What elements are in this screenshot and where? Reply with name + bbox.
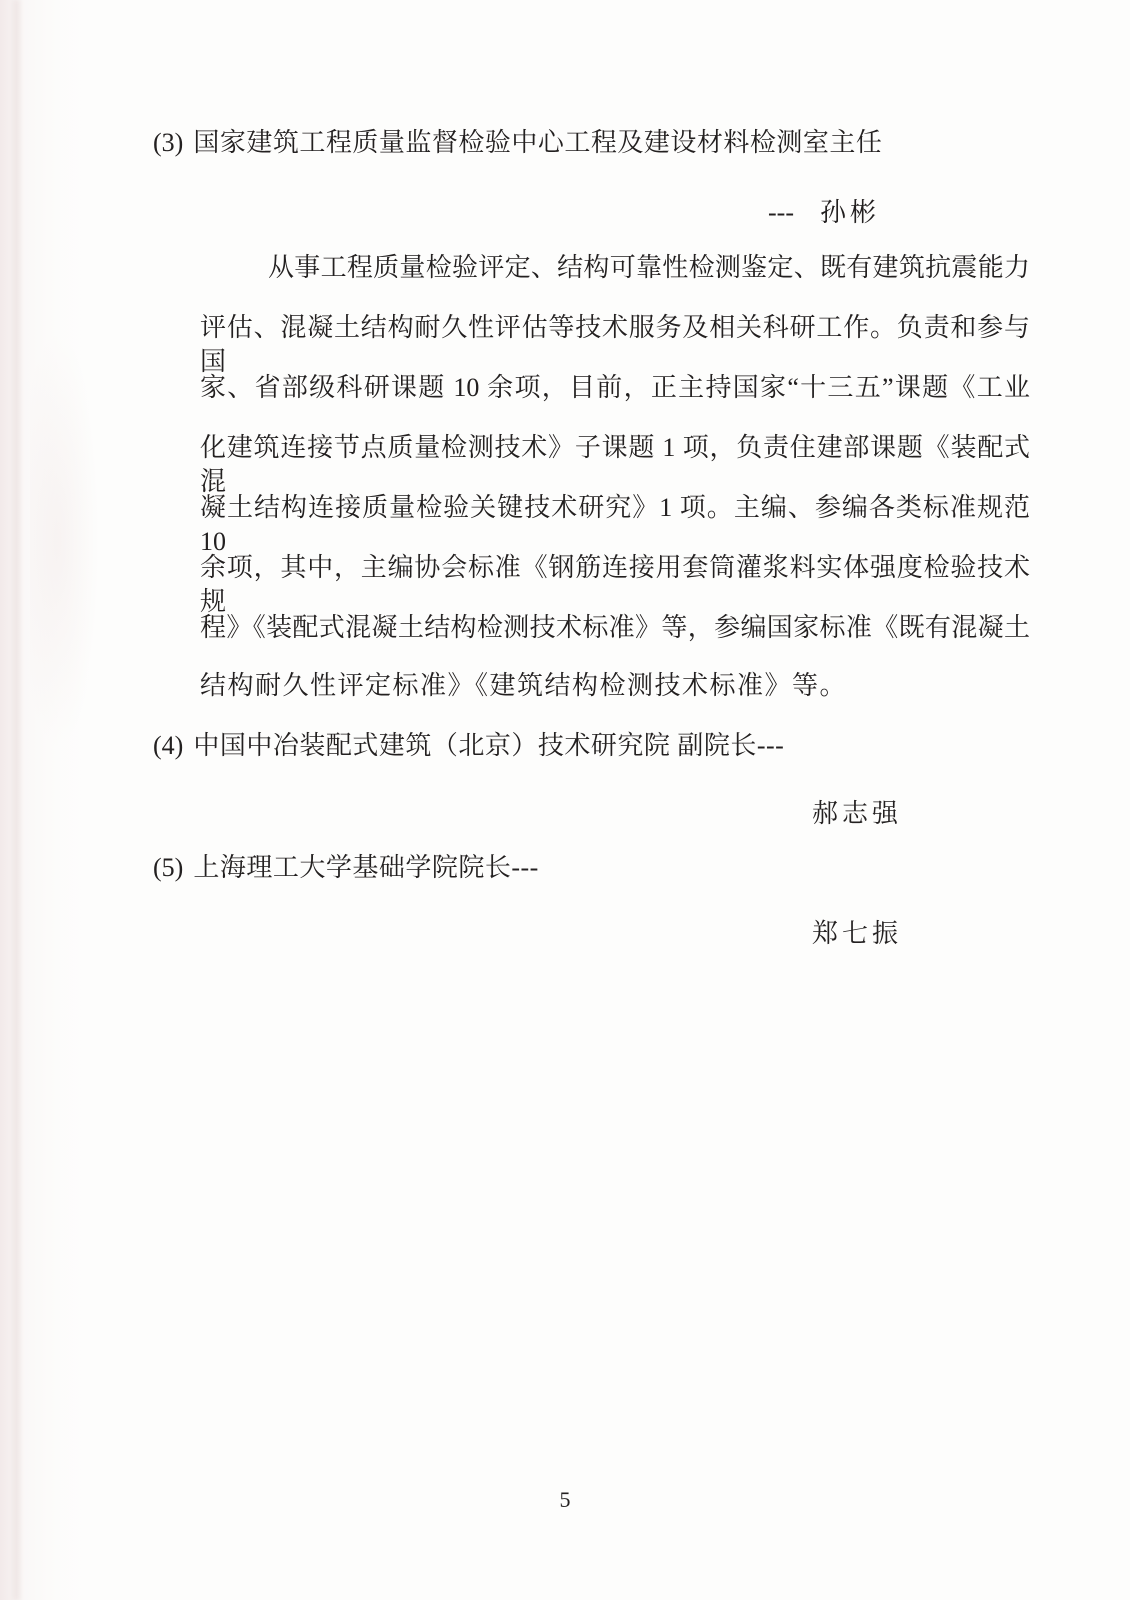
page-number: 5	[559, 1487, 571, 1512]
list-item-4-heading	[153, 729, 784, 763]
item-5-title: 上海理工大学基础学院院长---	[193, 853, 539, 882]
attribution-dashes: ---	[768, 198, 794, 227]
bio-line: 化建筑连接节点质量检测技术》子课题 1 项，负责住建部课题《装配式混	[200, 433, 1030, 496]
item-4-attribution	[812, 797, 902, 831]
bio-line: 凝土结构连接质量检验关键技术研究》1 项。主编、参编各类标准规范 10	[200, 493, 1030, 556]
item-3-title: 国家建筑工程质量监督检验中心工程及建设材料检测室主任	[193, 128, 883, 157]
list-item-3-heading	[153, 126, 882, 160]
item-3-attribution	[768, 196, 880, 230]
bio-line: 结构耐久性评定标准》《建筑结构检测技术标准》等。	[200, 671, 848, 700]
scan-edge-artifact	[0, 0, 90, 1600]
item-3-marker: (3)	[153, 128, 184, 157]
attribution-name-sunbin: 孙彬	[819, 198, 880, 227]
scan-streak-artifact	[13, 0, 20, 1600]
item-5-marker: (5)	[153, 853, 184, 882]
bio-line: 从事工程质量检验评定、结构可靠性检测鉴定、既有建筑抗震能力	[268, 253, 1030, 282]
item-4-marker: (4)	[153, 731, 184, 760]
item-4-title: 中国中冶装配式建筑（北京）技术研究院 副院长---	[193, 731, 785, 760]
attribution-name-zhengqizhen: 郑七振	[812, 919, 903, 948]
attribution-name-haozhiqiang: 郝志强	[812, 799, 903, 828]
bio-line: 家、省部级科研课题 10 余项，目前，正主持国家“十三五”课题《工业	[200, 373, 1030, 402]
bio-line: 程》《装配式混凝土结构检测技术标准》等，参编国家标准《既有混凝土	[200, 613, 1030, 642]
list-item-5-heading	[153, 851, 539, 885]
bio-line: 评估、混凝土结构耐久性评估等技术服务及相关科研工作。负责和参与国	[200, 313, 1030, 376]
bio-line: 余项，其中，主编协会标准《钢筋连接用套筒灌浆料实体强度检验技术规	[200, 553, 1030, 616]
scan-blot-artifact	[30, 330, 100, 750]
item-5-attribution	[812, 917, 902, 951]
